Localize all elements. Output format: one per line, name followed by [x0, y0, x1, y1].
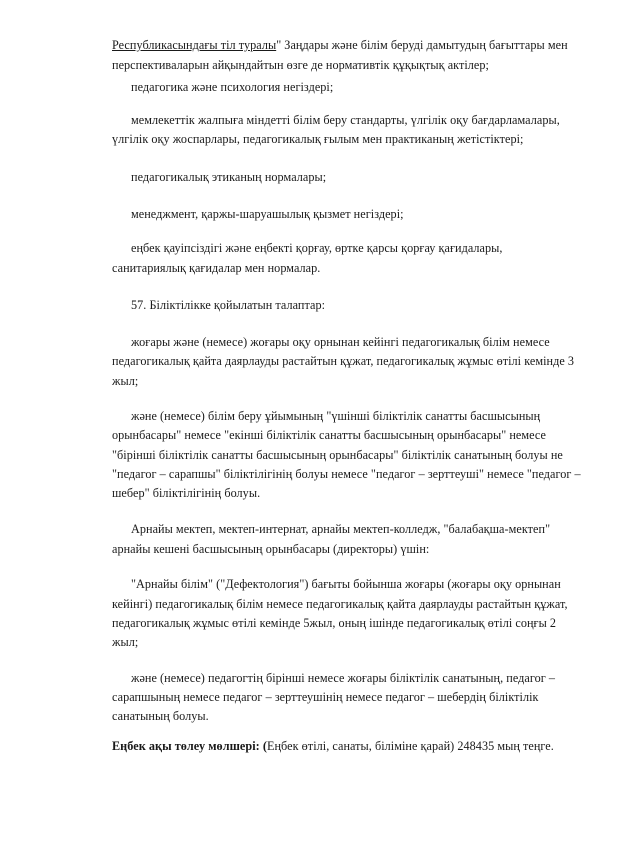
p11-line2: кейінгі) педагогикалық білім немесе педагогикалық қайта даярлауды растайтын құжат, — [112, 597, 568, 611]
p6-line2: санитариялық қағидалар мен нормалар. — [112, 261, 321, 275]
p1-line1-text: " Заңдары және білім беруді дамытудың бағыттары мен — [276, 38, 568, 52]
p11-line4: жыл; — [112, 635, 139, 649]
p3-line1: мемлекеттік жалпыға міндетті білім беру стандарты, үлгілік оқу бағдарламалары, — [131, 113, 560, 127]
p12-line3: санатының болуы. — [112, 709, 209, 723]
p1-line2: перспективаларын айқындайтын өзге де нормативтік құқықтық актілер; — [112, 58, 489, 72]
p9-line1: және (немесе) білім беру ұйымының "үшінші біліктілік санатты басшысының — [131, 409, 541, 423]
p1-line1 — [112, 37, 568, 53]
p11-line1: "Арнайы білім" ("Дефектология") бағыты бойынша жоғары (жоғары оқу орнынан — [131, 577, 561, 591]
p2-line: педагогика және психология негіздері; — [131, 80, 334, 94]
law-reference-link: Республикасындағы тіл туралы — [112, 38, 277, 52]
p9-line4: "педагог – сарапшы" біліктілігінің болуы немесе "педагог – зерттеуші" немесе "педагог – — [112, 467, 581, 481]
p6-line1: еңбек қауіпсіздігі және еңбекті қорғау, өртке қарсы қорғау қағидалары, — [131, 241, 503, 255]
salary-label: Еңбек ақы төлеу мөлшері: — [112, 739, 260, 753]
salary-note: Еңбек өтілі, санаты, біліміне қарай) 248435 мың теңге. — [266, 739, 554, 753]
p9-line2: орынбасары" немесе "екінші біліктілік санатты басшысының орынбасары" немесе — [112, 428, 546, 442]
p9-line3: "бірінші біліктілік санатты басшысының орынбасары" біліктілік санатының болуы не — [112, 448, 563, 462]
p7-heading: 57. Біліктілікке қойылатын талаптар: — [131, 298, 326, 312]
p10-line1: Арнайы мектеп, мектеп-интернат, арнайы мектеп-колледж, "балабақша-мектеп" — [131, 522, 551, 536]
p11-line3: педагогикалық жұмыс өтілі кемінде 5жыл, оның ішінде педагогикалық өтілі соңғы 2 — [112, 616, 557, 630]
p12-line1: және (немесе) педагогтің бірінші немесе жоғары біліктілік санатының, педагог – — [131, 671, 556, 685]
p8-line2: педагогикалық қайта даярлауды растайтын құжат, педагогикалық жұмыс өтілі кемінде 3 — [112, 354, 575, 368]
p8-line3: жыл; — [112, 374, 139, 388]
salary-line — [112, 738, 554, 754]
p12-line2: сарапшының немесе педагог – зерттеушінің немесе педагог – шебердің біліктілік — [112, 690, 539, 704]
p8-line1: жоғары және (немесе) жоғары оқу орнынан кейінгі педагогикалық білім немесе — [131, 335, 550, 349]
p5-line: менеджмент, қаржы-шаруашылық қызмет негіздері; — [131, 207, 404, 221]
p3-line2: үлгілік оқу жоспарлары, педагогикалық ғылым мен практиканың жетістіктері; — [112, 132, 524, 146]
p4-line: педагогикалық этиканың нормалары; — [131, 170, 327, 184]
p9-line5: шебер" біліктілігінің болуы. — [112, 486, 261, 500]
salary-open-paren: ( — [259, 739, 267, 753]
p10-line2: арнайы кешені басшысының орынбасары (директоры) үшін: — [112, 542, 430, 556]
